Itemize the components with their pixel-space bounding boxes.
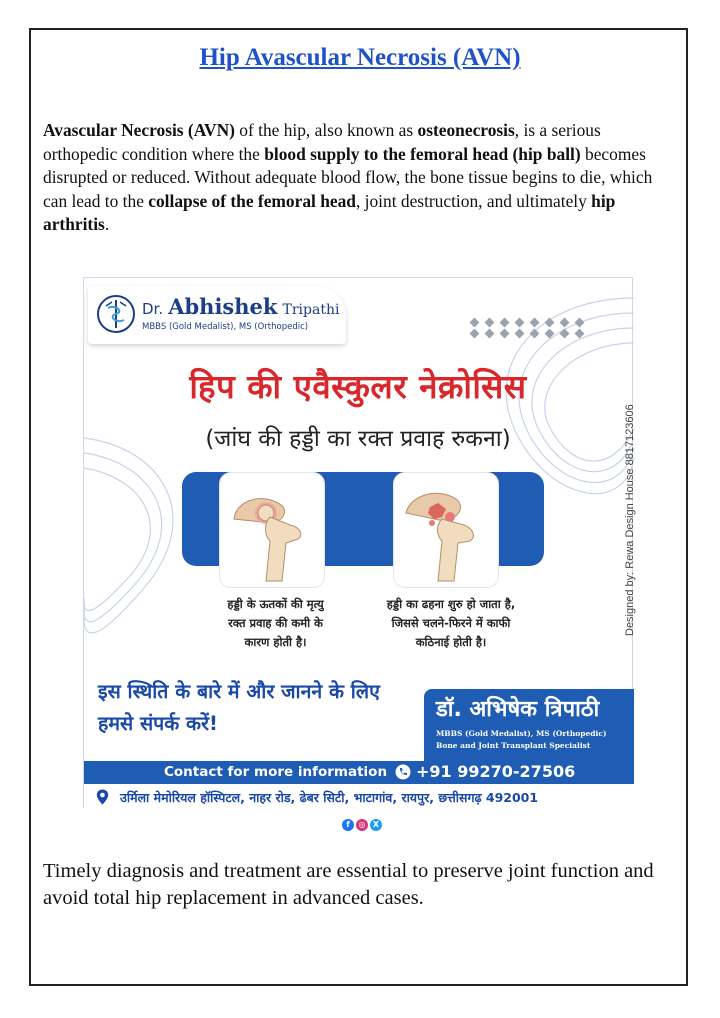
healthy-hip-card bbox=[219, 472, 325, 588]
cta-line: हमसे संपर्क करें! bbox=[98, 712, 218, 735]
caption-line: रक्त प्रवाह की कमी के bbox=[228, 616, 323, 630]
intro-segment: osteonecrosis bbox=[417, 120, 515, 140]
doctor-name-hindi: डॉ. अभिषेक त्रिपाठी bbox=[436, 697, 600, 722]
caption-left bbox=[188, 595, 363, 652]
decorative-dots bbox=[471, 319, 591, 337]
caption-line: कठिनाई होती है। bbox=[415, 635, 487, 649]
doctor-badge bbox=[424, 689, 634, 761]
hospital-address: उर्मिला मेमोरियल हॉस्पिटल, नाहर रोड, ढेबर सिटी, भाटागांव, रायपुर, छत्तीसगढ़ 492001 bbox=[120, 790, 539, 805]
intro-segment: becomes disrupted or reduced. Without adequate blood flow, the bone tissue begins to die, which can lead to the bbox=[43, 143, 653, 211]
contact-label: Contact for more information bbox=[164, 764, 388, 780]
caption-line: कारण होती है। bbox=[244, 635, 307, 649]
doctor-specialty: Bone and Joint Transplant Specialist bbox=[436, 741, 591, 750]
collapsed-femur-illustration bbox=[394, 473, 498, 587]
caption-line: हड्डी का ढहना शुरु हो जाता है, bbox=[386, 597, 516, 611]
medical-emblem-icon bbox=[96, 294, 136, 334]
social-icons bbox=[342, 819, 382, 831]
location-pin-icon bbox=[96, 789, 109, 805]
instagram-icon[interactable]: ◎ bbox=[356, 819, 368, 831]
caption-line: हड्डी के ऊतकों की मृत्यु bbox=[227, 597, 324, 611]
caption-right bbox=[356, 595, 546, 652]
address-row bbox=[84, 784, 634, 809]
logo-name bbox=[142, 294, 339, 319]
intro-segment: , joint destruction, and ultimately bbox=[355, 190, 592, 211]
x-icon[interactable]: X bbox=[370, 819, 382, 831]
outro-paragraph: Timely diagnosis and treatment are essential to preserve joint function and avoid total hip replacement in advanced cases. bbox=[43, 860, 654, 909]
intro-segment: blood supply to the femoral head (hip ball) bbox=[264, 143, 581, 164]
designer-credit: Designed by: Rewa Design House 8817123606 bbox=[624, 404, 636, 636]
collapsed-hip-card bbox=[393, 472, 499, 588]
logo-last-name: Tripathi bbox=[282, 302, 340, 318]
caption-line: जिससे चलने-फिरने में काफी bbox=[391, 616, 511, 630]
contact-phone[interactable]: +91 99270-27506 bbox=[416, 762, 576, 781]
femur-illustration bbox=[220, 473, 324, 587]
cta-line: इस स्थिति के बारे में और जानने के लिए bbox=[98, 680, 380, 703]
logo-first-name: Abhishek bbox=[168, 294, 278, 319]
intro-segment: collapse of the femoral head bbox=[148, 190, 356, 211]
contact-bar bbox=[84, 761, 634, 784]
page-title: Hip Avascular Necrosis (AVN) bbox=[199, 44, 521, 71]
intro-paragraph bbox=[43, 119, 673, 237]
intro-segment: , is a serious orthopedic condition where the bbox=[43, 120, 601, 164]
call-to-action bbox=[98, 676, 380, 740]
intro-segment: of the hip, also known as bbox=[234, 120, 418, 140]
logo-credentials: MBBS (Gold Medalist), MS (Orthopedic) bbox=[142, 322, 309, 332]
facebook-icon[interactable]: f bbox=[342, 819, 354, 831]
phone-icon bbox=[395, 764, 411, 780]
intro-segment: Avascular Necrosis (AVN) bbox=[43, 120, 235, 140]
poster-hindi-title: हिप की एवैस्कुलर नेक्रोसिस bbox=[189, 367, 527, 406]
logo-dr: Dr. bbox=[142, 300, 164, 318]
doctor-credentials: MBBS (Gold Medalist), MS (Orthopedic) bbox=[436, 729, 607, 738]
intro-segment: . bbox=[104, 214, 110, 234]
doctor-logo bbox=[88, 286, 346, 344]
info-poster bbox=[83, 277, 636, 808]
intro-segment: hip arthritis bbox=[43, 190, 616, 234]
poster-hindi-subtitle: (जांघ की हड्डी का रक्त प्रवाह रुकना) bbox=[205, 426, 511, 452]
